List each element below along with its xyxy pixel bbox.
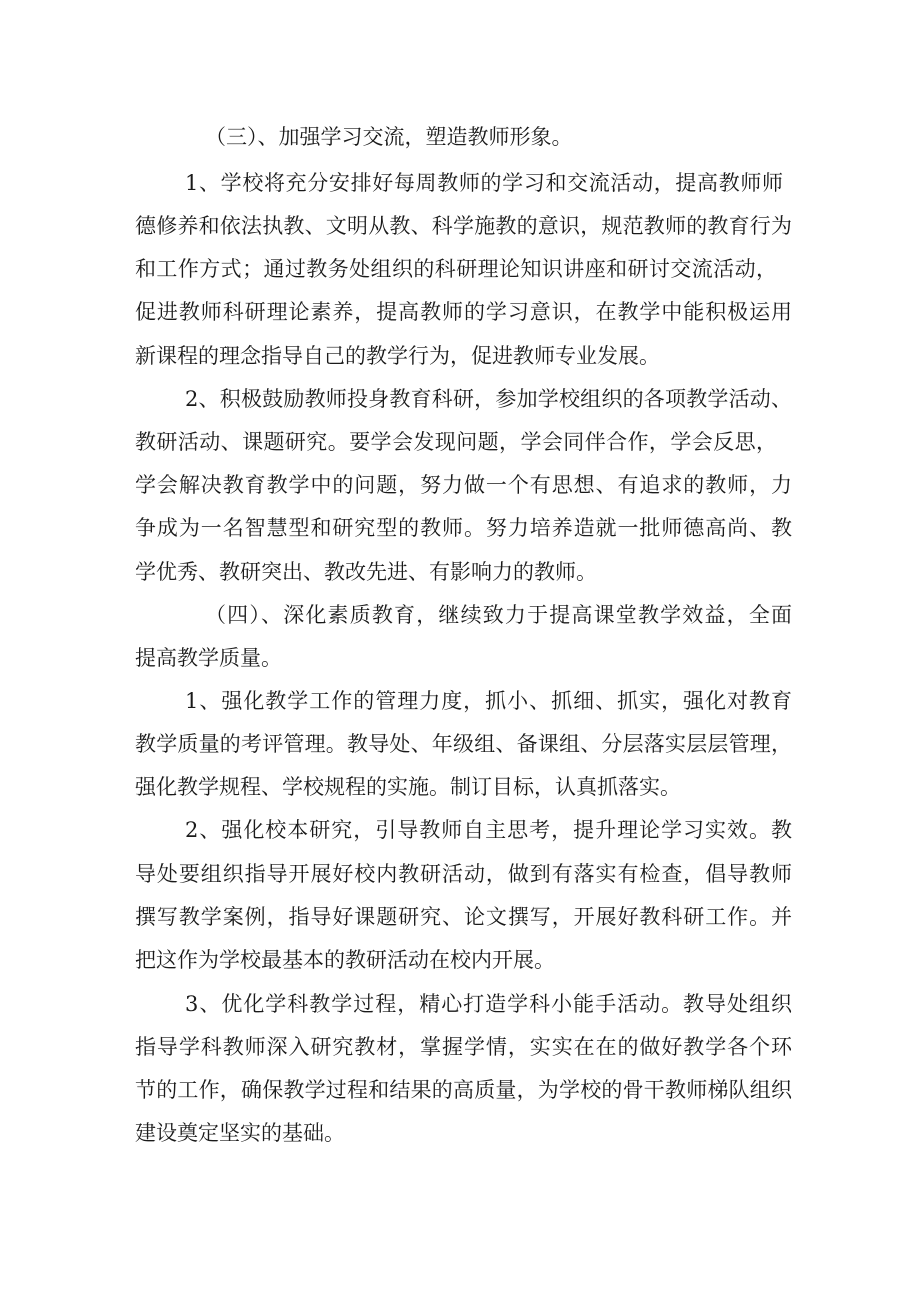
section-3-item-1-line-2: 德修养和依法执教、文明从教、科学施教的意识，规范教师的教育行为 (135, 214, 792, 238)
section-3-item-1-line-1: 1、学校将充分安排好每周教师的学习和交流活动，提高教师师 (185, 171, 783, 195)
section-4-item-2-line-2: 导处要组织指导开展好校内教研活动，做到有落实有检查，倡导教师 (135, 862, 792, 886)
section-3-item-2-line-5: 学优秀、教研突出、教改先进、有影响力的教师。 (135, 560, 597, 584)
section-3-item-2-line-2: 教研活动、课题研究。要学会发现问题，学会同伴合作，学会反思， (135, 430, 777, 454)
section-3-item-1-line-4: 促进教师科研理论素养，提高教师的学习意识，在教学中能积极运用 (135, 300, 792, 324)
section-4-item-3-line-1: 3、优化学科教学过程，精心打造学科小能手活动。教导处组织 (185, 992, 792, 1016)
section-4-item-2-line-1: 2、强化校本研究，引导教师自主思考，提升理论学习实效。教 (185, 818, 792, 842)
section-4-item-3-line-4: 建设奠定坚实的基础。 (135, 1121, 345, 1145)
section-4-item-1-line-1: 1、强化教学工作的管理力度，抓小、抓细、抓实，强化对教育 (185, 689, 792, 713)
section-3-item-2-line-1: 2、积极鼓励教师投身教育科研，参加学校组织的各项教学活动、 (185, 387, 792, 411)
section-4-heading-line-1: （四）、深化素质教育，继续致力于提高课堂教学效益，全面 (205, 603, 792, 627)
section-3-item-1-line-3: 和工作方式；通过教务处组织的科研理论知识讲座和研讨交流活动， (135, 257, 777, 281)
section-3-item-2-line-3: 学会解决教育教学中的问题，努力做一个有思想、有追求的教师，力 (135, 473, 792, 497)
section-4-item-2-line-3: 撰写教学案例，指导好课题研究、论文撰写，开展好教科研工作。并 (135, 905, 792, 929)
section-4-heading-line-2: 提高教学质量。 (135, 646, 282, 670)
section-3-item-2-line-4: 争成为一名智慧型和研究型的教师。努力培养造就一批师德高尚、教 (135, 516, 792, 540)
section-3-item-1-line-5: 新课程的理念指导自己的教学行为，促进教师专业发展。 (135, 344, 660, 368)
section-4-item-1-line-2: 教学质量的考评管理。教导处、年级组、备课组、分层落实层层管理， (135, 732, 792, 756)
section-4-item-1-line-3: 强化教学规程、学校规程的实施。制订目标，认真抓落实。 (135, 775, 681, 799)
section-4-item-3-line-3: 节的工作，确保教学过程和结果的高质量，为学校的骨干教师梯队组织 (135, 1078, 792, 1102)
section-4-item-2-line-4: 把这作为学校最基本的教研活动在校内开展。 (135, 948, 555, 972)
section-3-heading: （三）、加强学习交流，塑造教师形象。 (205, 125, 573, 149)
section-4-item-3-line-2: 指导学科教师深入研究教材，掌握学情，实实在在的做好教学各个环 (135, 1035, 792, 1059)
